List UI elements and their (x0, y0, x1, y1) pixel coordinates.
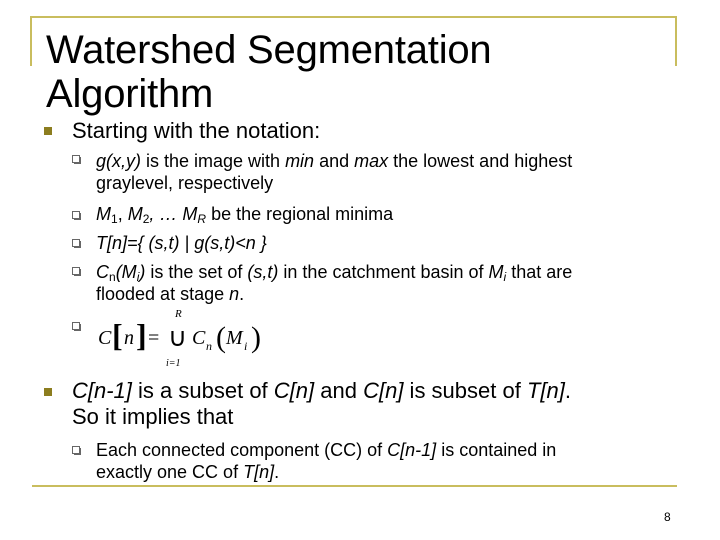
text: flooded at stage (96, 284, 230, 304)
var-m: M (127, 204, 143, 224)
text: exactly one CC of (96, 462, 244, 482)
formula-equals: = (148, 327, 160, 349)
formula-left-paren: ( (216, 321, 226, 354)
text: is the set of (145, 262, 248, 282)
bullet-square-icon (44, 388, 52, 396)
var: T[n] (526, 378, 565, 403)
text: Each connected component (CC) of (96, 440, 388, 460)
text: So it implies that (72, 404, 234, 429)
sub-bullet-catchment (96, 261, 572, 305)
sub-bullet-image-def (96, 150, 572, 194)
union-formula (96, 306, 276, 368)
formula-right-bracket: ] (136, 317, 147, 353)
text: . (274, 462, 280, 482)
formula-left-bracket: [ (112, 317, 123, 353)
var: C[n] (363, 378, 404, 403)
var-g: g(x,y) (96, 151, 141, 171)
frame-top-line (30, 16, 676, 18)
text: ) (139, 262, 146, 282)
subscript: 1 (111, 212, 118, 226)
text: that are (506, 262, 573, 282)
title-line-1: Watershed Segmentation (46, 28, 492, 72)
text: is contained in (436, 440, 557, 460)
var-m: M (488, 262, 504, 282)
title-line-2: Algorithm (46, 72, 214, 116)
slide-title (46, 28, 491, 116)
text: is the image with (141, 151, 286, 171)
subscript: i (136, 270, 140, 284)
formula-rhs-n: n (206, 339, 212, 353)
subscript: i (503, 270, 507, 284)
frame-bottom-line (32, 485, 677, 487)
sub-bullet-icon (72, 155, 80, 163)
subscript: R (197, 212, 207, 226)
var: C[n-1] (387, 440, 437, 460)
formula-rhs-c: C (192, 327, 206, 349)
text: in the catchment basin of (278, 262, 489, 282)
var-st: (s,t) (247, 262, 279, 282)
sub-bullet-icon (72, 239, 80, 247)
text: graylevel, respectively (96, 173, 274, 193)
page-number: 8 (664, 510, 671, 524)
var-c: C (96, 262, 109, 282)
formula-rhs-m: M (226, 327, 243, 349)
var-min: min (285, 151, 315, 171)
var-n: n (229, 284, 240, 304)
formula-right-paren: ) (251, 321, 261, 354)
sub-bullet-threshold-set (96, 232, 267, 254)
text: . (564, 378, 571, 403)
frame-left-line (30, 16, 32, 66)
text: and (314, 151, 355, 171)
var: C[n] (273, 378, 315, 403)
text: is a subset of (131, 378, 274, 403)
text: . (239, 284, 245, 304)
formula-lhs-n: n (124, 327, 134, 349)
text: , (117, 204, 128, 224)
sub-bullet-icon (72, 446, 80, 454)
subscript: n (109, 270, 116, 284)
sub-bullet-icon (72, 322, 80, 330)
text: the lowest and highest (388, 151, 573, 171)
text: and (314, 378, 364, 403)
bullet-text: Starting with the notation: (72, 118, 321, 143)
formula-union-symbol: ∪ (168, 323, 188, 352)
frame-right-line (675, 16, 677, 66)
var: C[n-1] (72, 378, 132, 403)
formula-lhs-c: C (98, 327, 112, 349)
text: is subset of (403, 378, 527, 403)
sub-bullet-icon (72, 211, 80, 219)
formula-rhs-i: i (244, 339, 248, 353)
bullet-square-icon (44, 127, 52, 135)
bullet-starting (72, 118, 320, 144)
text: , … M (149, 204, 198, 224)
var-m: (M (115, 262, 137, 282)
var: T[n] (243, 462, 275, 482)
sub-bullet-connected-component (96, 439, 556, 483)
sub-bullet-regional-minima (96, 203, 393, 225)
subscript: 2 (142, 212, 150, 226)
formula-text: T[n]={ (s,t) | g(s,t)<n } (96, 233, 267, 253)
bullet-subset-statement (72, 378, 571, 430)
text: be the regional minima (206, 204, 394, 224)
var-m: M (96, 204, 111, 224)
formula-lower-limit: i=1 (166, 358, 181, 368)
var-max: max (354, 151, 389, 171)
sub-bullet-icon (72, 267, 80, 275)
formula-upper-limit: R (175, 308, 182, 320)
